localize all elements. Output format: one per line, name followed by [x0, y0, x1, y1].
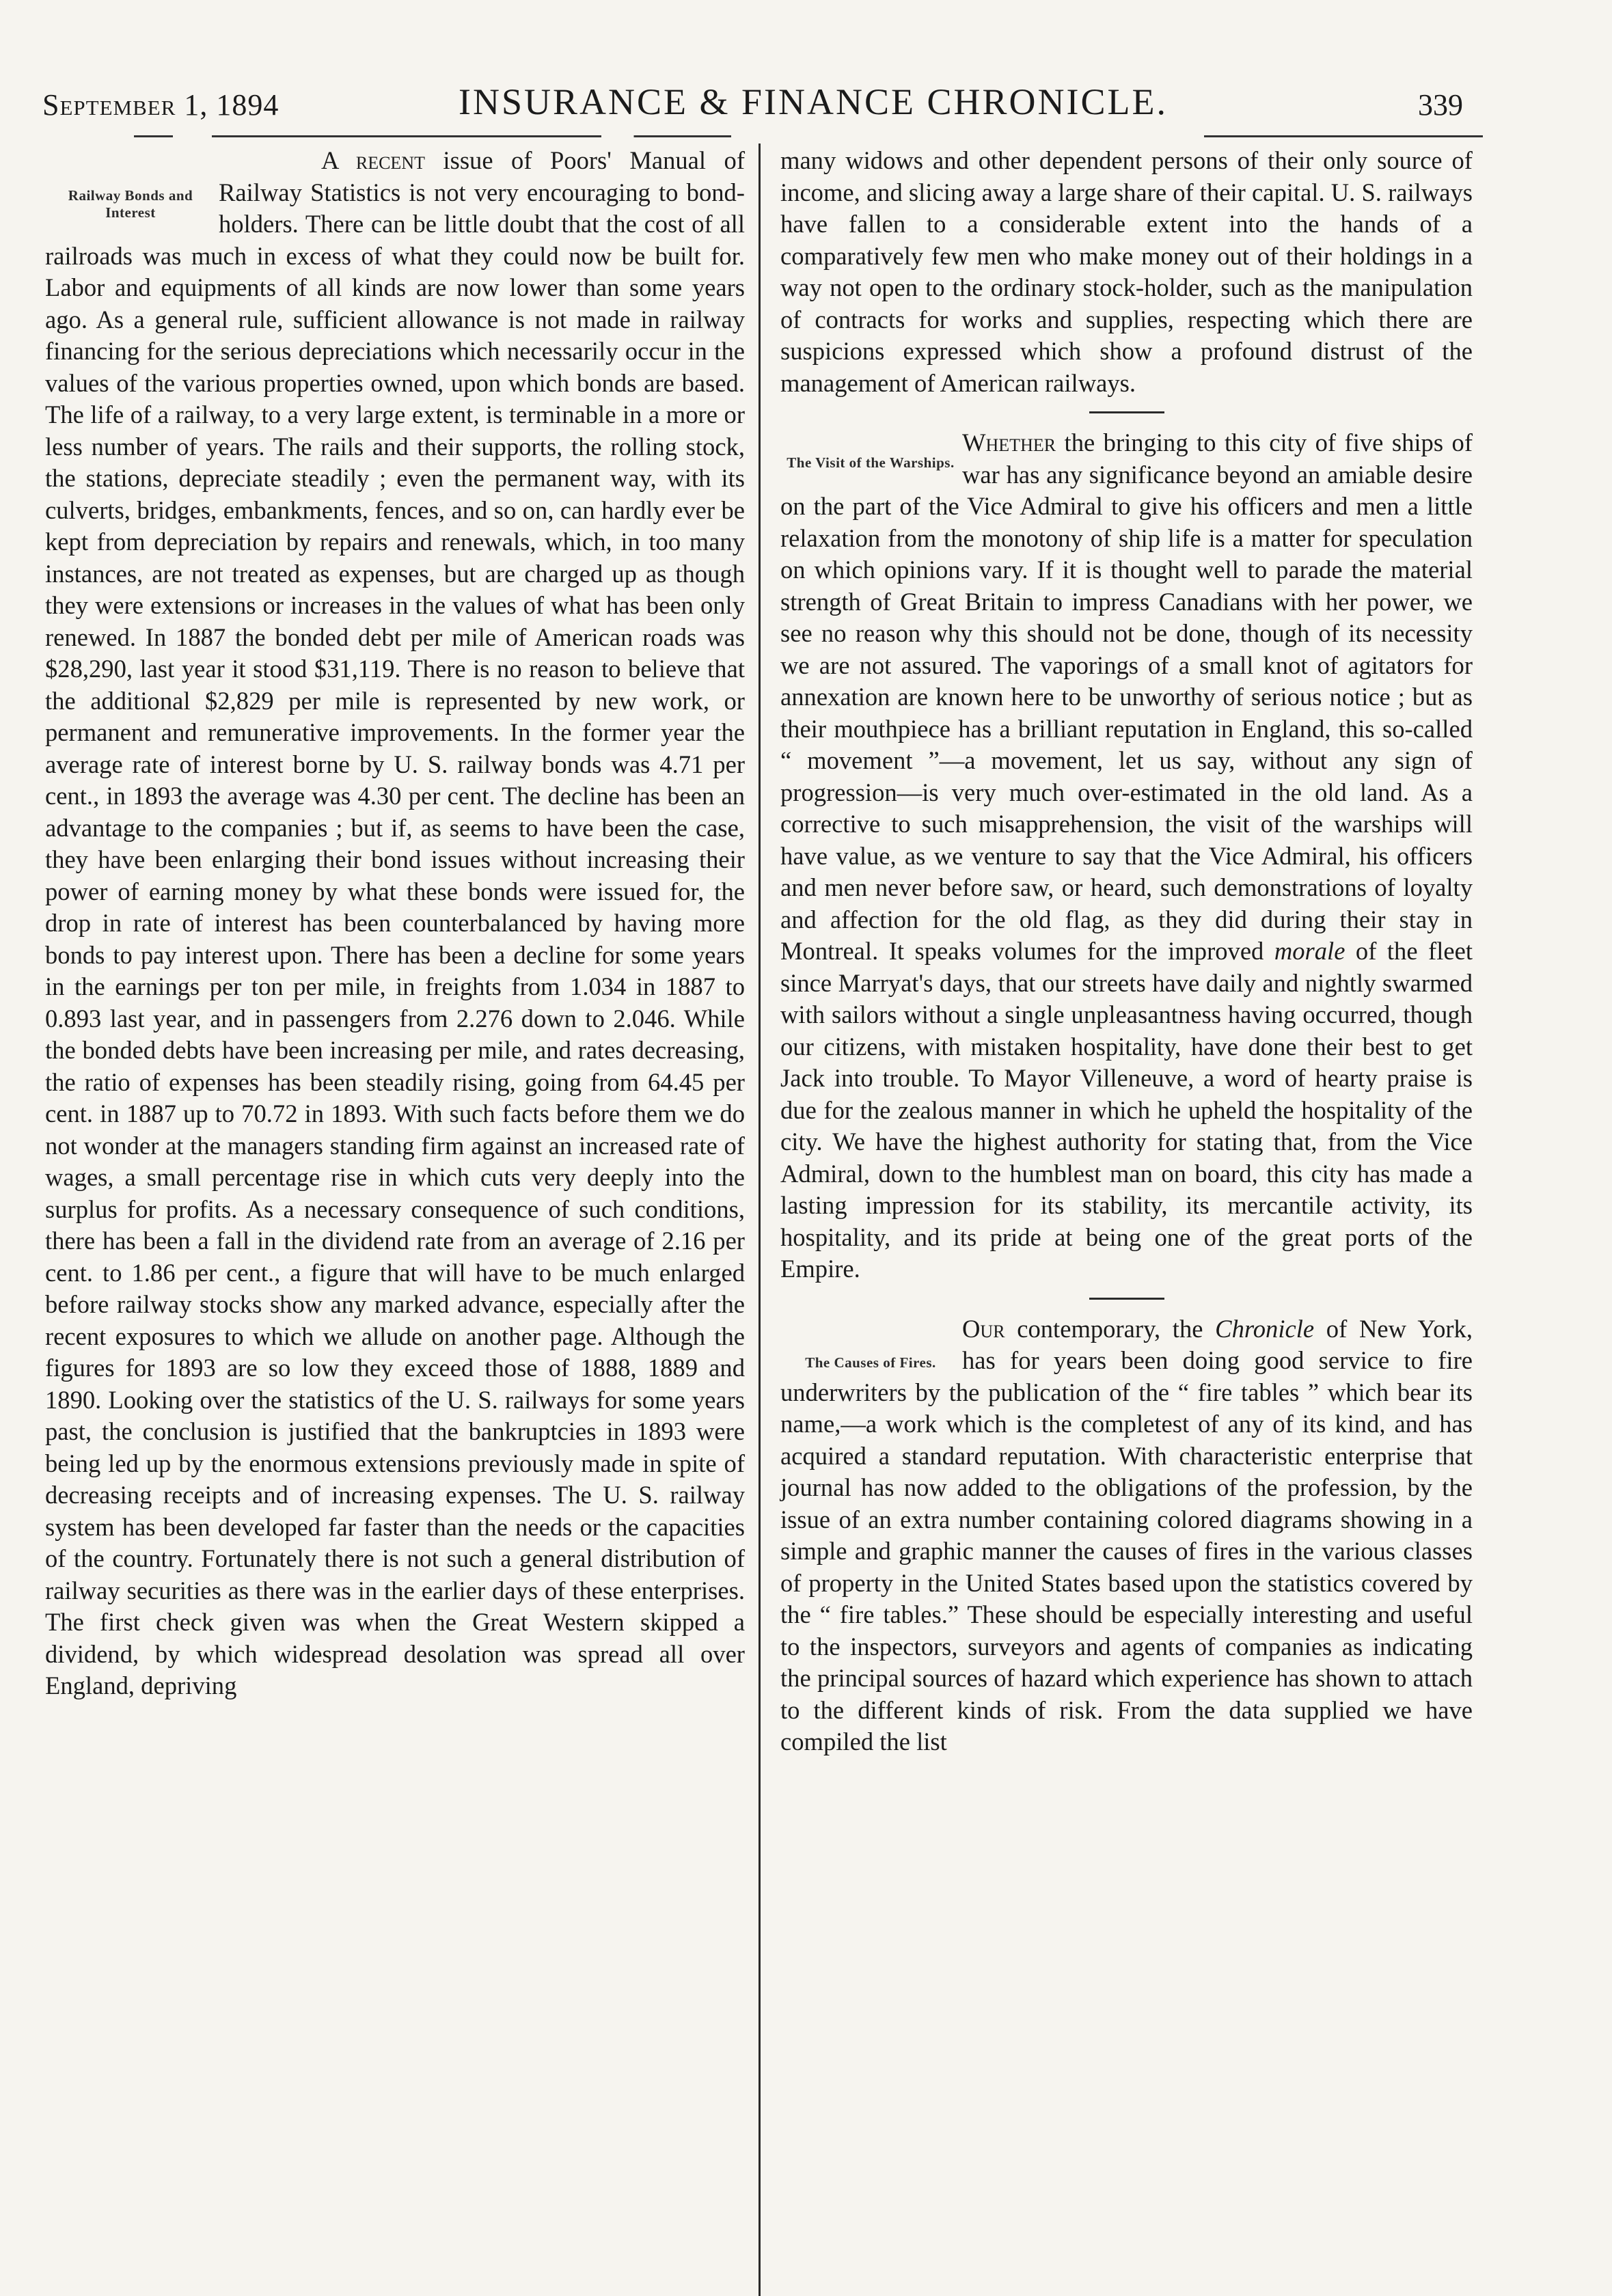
right-column — [780, 145, 1473, 2209]
sidenote-causes-of-fires: The Causes of Fires. — [805, 1354, 936, 1371]
sidenote-railway-bonds: Railway Bonds and Interest — [68, 187, 193, 221]
header-rule-left — [82, 135, 731, 137]
article-lead-word: Whether — [962, 428, 1056, 456]
sidenote-warships: The Visit of the Warships. — [787, 454, 955, 471]
publication-title: INSURANCE & FINANCE CHRONICLE. — [458, 81, 1169, 122]
article-lead-word: A recent — [321, 146, 425, 174]
page-number: 339 — [1418, 88, 1463, 122]
issue-date: September 1, 1894 — [42, 88, 279, 122]
article-railway-bonds — [45, 145, 745, 1702]
section-rule — [1089, 411, 1164, 413]
article-body: of the fleet since Marryat's days, that our streets have daily and nightly swarmed with sailors without a single unpleasantness having occurred, though our citizens, with mistaken hospitality, have done their best to get Jack into trouble. To Mayor Villeneuve, a word of hearty praise is due for the zealous manner in which he upheld the hospitality of the city. We have the highest authority for stating that, from the Vice Admiral, down to the humblest man on board, this city has made a lasting impression for its stability, its mercantile activity, its hospitality, and its pride at being one of the great ports of the Empire. — [780, 937, 1473, 1283]
page-header — [0, 81, 1612, 135]
article-body: contemporary, the — [1005, 1314, 1216, 1343]
header-rule-right — [786, 135, 1483, 137]
article-continuation: many widows and other dependent persons of their only source of income, and slicing away a large share of their capital. U. S. railways have fallen to a considerable extent into the hands of a comparatively few men who make money out of their holdings in a way not open to the ordinary stock-holder, such as the manipulation of contracts for works and supplies, respecting which there are suspicions expressed which show a profound distrust of the management of American railways. — [780, 146, 1473, 397]
article-body: of New York, has for years been doing good service to fire underwriters by the publication of the “ fire tables ” which bear its name,—a work which is the completest of any of its kind, and has acquired a standard reputation. With characteristic enterprise that journal has now added to the obligations of the profession, by the issue of an extra number containing colored diagrams showing in a simple and graphic manner the causes of fires in the various classes of property in the United States based upon the statistics covered by the “ fire tables.” These should be especially interesting and useful to the inspectors, surveyors and agents of companies as indicating the principal sources of hazard which experience has shown to attach to the different kinds of risk. From the data supplied we have compiled the list — [780, 1314, 1473, 1755]
italic-word: Chronicle — [1215, 1314, 1315, 1343]
section-rule — [1089, 1298, 1164, 1300]
article-causes-of-fires — [780, 1313, 1473, 1758]
article-lead-word: Our — [962, 1314, 1005, 1343]
article-body: issue of Poors' Manual of Railway Statistics is not very encouraging to bond-holders. There can be little doubt that the cost of all railroads was much in excess of what they could now be built for. Labor and equipments of all kinds are now lower than some years ago. As a general rule, sufficient allowance is not made in railway financing for the serious depreciations which necessarily occur in the values of the various properties owned, upon which bonds are based. The life of a railway, to a very large extent, is terminable in a more or less number of years. The rails and their supports, the rolling stock, the stations, depreciate steadily ; even the permanent way, with its culverts, bridges, embankments, fences, and so on, can hardly ever be kept from depreciation by repairs and renewals, which, in too many instances, are not treated as expenses, but are charged up as though they were extensions or increases in the values of what has been only renewed. In 1887 the bonded debt per mile of American roads was $28,290, last year it stood $31,119. There is no reason to believe that the additional $2,829 per mile is represented by new work, or permanent and remunerative improvements. In the former year the average rate of interest borne by U. S. railway bonds was 4.71 per cent., in 1893 the average was 4.30 per cent. The decline has been an advantage to the companies ; but if, as seems to have been the case, they have been enlarging their bond issues without increasing their power of earning money by what these bonds were issued for, the drop in rate of interest has been counterbalanced by having more bonds to pay interest upon. There has been a decline for some years in the earnings per ton per mile, in freights from 1.034 in 1887 to 0.893 last year, and in passengers from 2.276 down to 2.046. While the bonded debts have been increasing per mile, and rates decreasing, the ratio of expenses has been steadily rising, going from 64.45 per cent. in 1887 up to 70.72 in 1893. With such facts before them we do not wonder at the managers standing firm against an increased rate of wages, a small percentage rise in which cuts very deeply into the surplus for profits. As a necessary consequence of such conditions, there has been a fall in the dividend rate from an average of 2.16 per cent. to 1.86 per cent., a figure that will have to be much enlarged before railway stocks show any marked advance, especially after the recent exposures to which we allude on another page. Although the figures for 1893 are so low they exceed those of 1888, 1889 and 1890. Looking over the statistics of the U. S. railways for some years past, the conclusion is justified that the bankruptcies in 1893 were being led up by the enormous extensions previously made in spite of decreasing receipts and of increasing expenses. The U. S. railway system has been developed far faster than the needs or the capacities of the country. Fortunately there is not such a general distribution of railway securities as there was in the earlier days of these enterprises. The first check given was when the Great Western skipped a dividend, by which widespread desolation was spread all over England, depriving — [45, 146, 745, 1699]
column-divider — [759, 144, 761, 2296]
article-warships — [780, 427, 1473, 1285]
article-body: the bringing to this city of five ships of war has any significance beyond an amiable desire on the part of the Vice Admiral to give his officers and men a little relaxation from the monotony of ship life is a matter for speculation on which opinions vary. If it is thought well to parade the material strength of Great Britain to impress Canadians with her power, we see no reason why this should not be done, though of its necessity we are not assured. The vaporings of a small knot of agitators for annexation are known here to be unworthy of serious notice ; but as their mouthpiece has a brilliant reputation in England, this so-called “ movement ”—a movement, let us say, without any sign of progression—is very much over-estimated in the old land. As a corrective to such misapprehension, the visit of the warships will have value, as we venture to say that the Vice Admiral, his officers and men never before saw, or heard, such demonstrations of loyalty and affection for the old flag, as they did during their stay in Montreal. It speaks volumes for the improved — [780, 428, 1473, 965]
italic-word: morale — [1274, 937, 1345, 965]
left-column — [45, 145, 745, 2215]
